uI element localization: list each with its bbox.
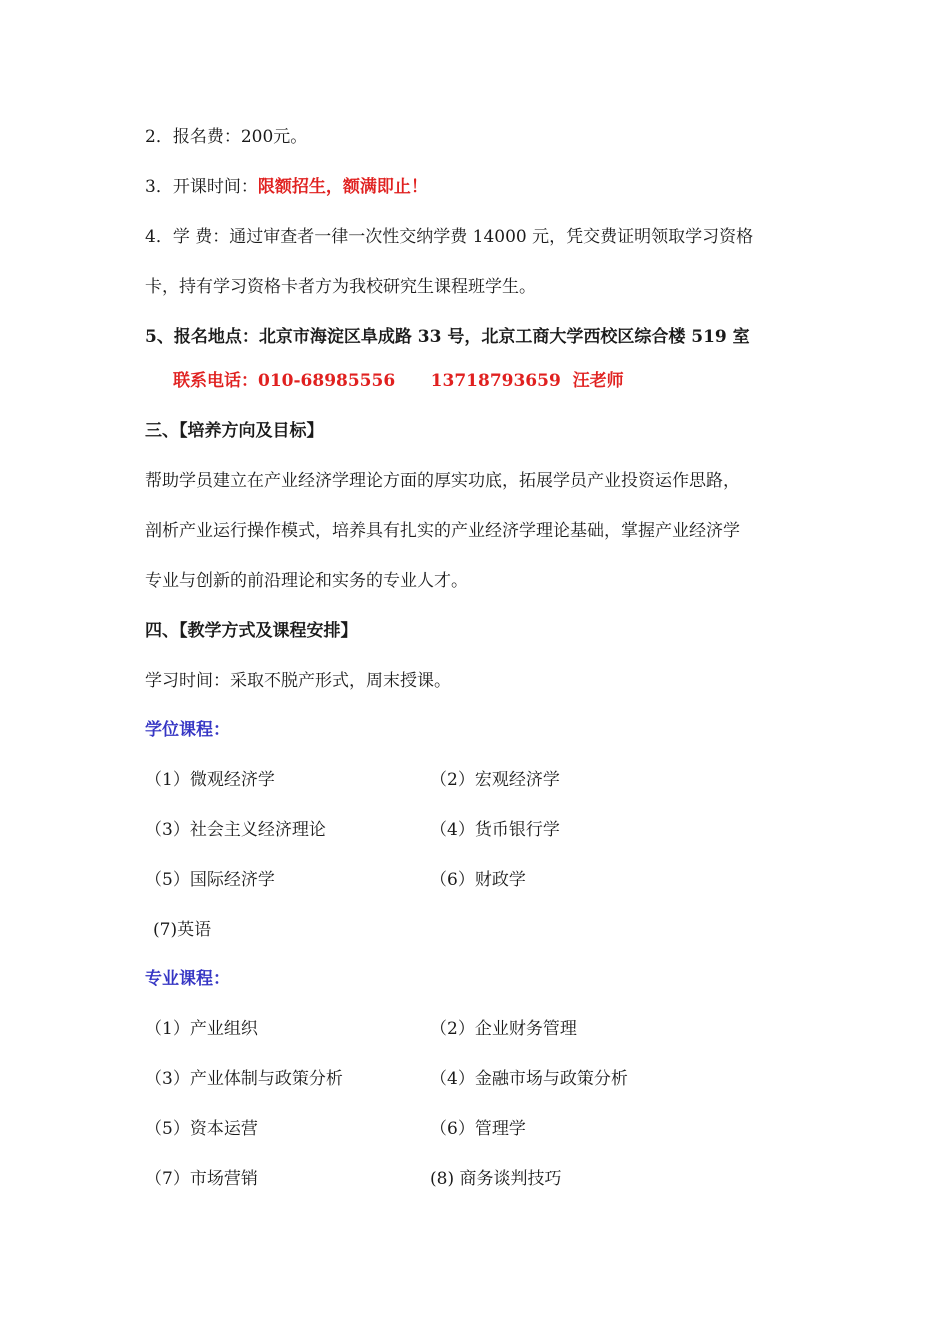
section3-heading: 三、【培养方向及目标】 bbox=[145, 421, 324, 441]
major-course-item: （6）管理学 bbox=[430, 1119, 526, 1139]
tuition-line-1: 4．学 费：通过审查者一律一次性交纳学费 14000 元，凭交费证明领取学习资格 bbox=[145, 227, 754, 247]
study-time-line: 学习时间：采取不脱产形式，周末授课。 bbox=[145, 671, 451, 691]
major-course-item: （4）金融市场与政策分析 bbox=[430, 1069, 628, 1089]
fee-line: 2．报名费：200元。 bbox=[145, 127, 308, 147]
section3-p2: 剖析产业运行操作模式，培养具有扎实的产业经济学理论基础，掌握产业经济学 bbox=[145, 521, 740, 541]
degree-course-item: （5）国际经济学 bbox=[145, 870, 275, 890]
major-courses-label: 专业课程： bbox=[145, 969, 230, 989]
degree-course-item: （4）货币银行学 bbox=[430, 820, 560, 840]
degree-course-item: （2）宏观经济学 bbox=[430, 770, 560, 790]
major-course-item: （2）企业财务管理 bbox=[430, 1019, 577, 1039]
section3-p1: 帮助学员建立在产业经济学理论方面的厚实功底，拓展学员产业投资运作思路， bbox=[145, 471, 740, 491]
start-value: 限额招生，额满即止！ bbox=[257, 177, 428, 197]
section4-heading: 四、【教学方式及课程安排】 bbox=[145, 621, 358, 641]
start-line bbox=[145, 176, 428, 198]
tuition-line-2: 卡，持有学习资格卡者方为我校研究生课程班学生。 bbox=[145, 277, 536, 297]
major-course-item: （5）资本运营 bbox=[145, 1119, 258, 1139]
degree-course-item: (7)英语 bbox=[153, 920, 212, 940]
degree-course-item: （1）微观经济学 bbox=[145, 770, 275, 790]
major-course-item: （3）产业体制与政策分析 bbox=[145, 1069, 343, 1089]
degree-course-item: （3）社会主义经济理论 bbox=[145, 820, 326, 840]
degree-course-item: （6）财政学 bbox=[430, 870, 526, 890]
section3-p3: 专业与创新的前沿理论和实务的专业人才。 bbox=[145, 571, 468, 591]
major-course-item: （1）产业组织 bbox=[145, 1019, 258, 1039]
major-course-item: （7）市场营销 bbox=[145, 1169, 258, 1189]
contact-line: 联系电话：010-68985556 13718793659 汪老师 bbox=[173, 371, 624, 391]
location-line: 5、报名地点：北京市海淀区阜成路 33 号，北京工商大学西校区综合楼 519 室 bbox=[145, 327, 750, 347]
degree-courses-label: 学位课程： bbox=[145, 720, 230, 740]
major-course-item: (8) 商务谈判技巧 bbox=[430, 1169, 562, 1189]
start-label: 3．开课时间： bbox=[145, 177, 258, 197]
